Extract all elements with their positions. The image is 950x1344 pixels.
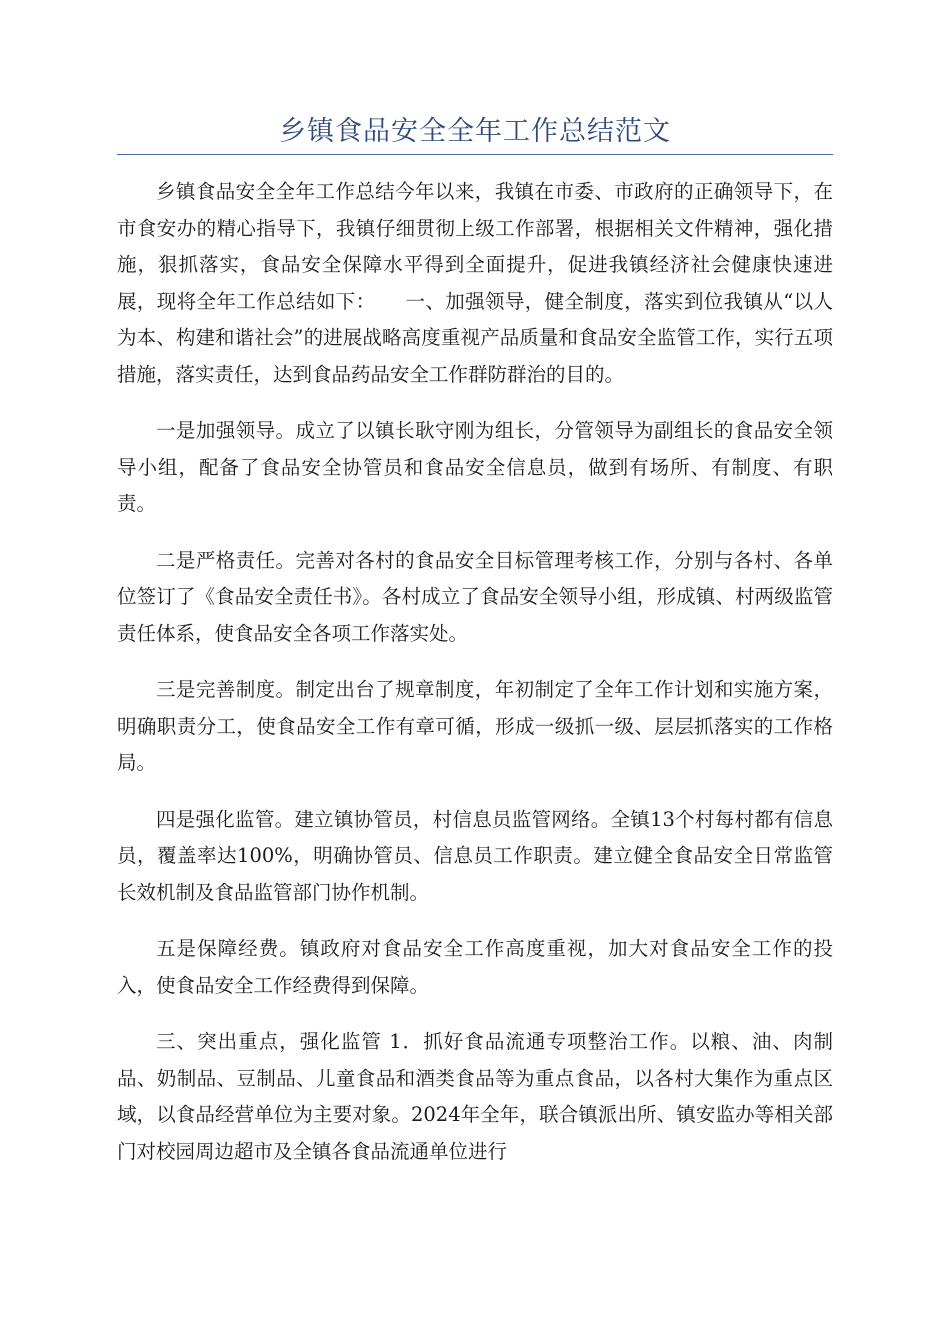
document-body [117,174,833,1190]
paragraph-supervision: 四是强化监管。建立镇协管员，村信息员监管网络。全镇13个村每村都有信息员，覆盖率达100%，明确协管员、信息员工作职责。建立健全食品安全日常监管长效机制及食品监管部门协作机制。 [117,807,833,904]
paragraph-leadership: 一是加强领导。成立了以镇长耿守刚为组长，分管领导为副组长的食品安全领导小组，配备了食品安全协管员和食品安全信息员，做到有场所、有制度、有职责。 [117,419,833,515]
paragraph-responsibility: 二是严格责任。完善对各村的食品安全目标管理考核工作，分别与各村、各单位签订了《食品安全责任书》。各村成立了食品安全领导小组，形成镇、村两级监管责任体系，使食品安全各项工作落实处。 [117,548,833,645]
document-title: 乡镇食品安全全年工作总结范文 [279,116,671,147]
paragraph-funding: 五是保障经费。镇政府对食品安全工作高度重视，加大对食品安全工作的投入，使食品安全工作经费得到保障。 [117,937,833,997]
title-underline [117,154,833,155]
paragraph-system: 三是完善制度。制定出台了规章制度，年初制定了全年工作计划和实施方案，明确职责分工，使食品安全工作有章可循，形成一级抓一级、层层抓落实的工作格局。 [117,678,833,774]
paragraph-key-focus: 三、突出重点，强化监管 1．抓好食品流通专项整治工作。以粮、油、肉制品、奶制品、豆制品、儿童食品和酒类食品等为重点食品，以各村大集作为重点区域，以食品经营单位为主要对象。2024年全年，联合镇派出所、镇安监办等相关部门对校园周边超市及全镇各食品流通单位进行 [117,1030,833,1163]
paragraph-intro: 乡镇食品安全全年工作总结今年以来，我镇在市委、市政府的正确领导下，在市食安办的精心指导下，我镇仔细贯彻上级工作部署，根据相关文件精神，强化措施，狠抓落实，食品安全保障水平得到全面提升，促进我镇经济社会健康快速进展，现将全年工作总结如下： 一、加强领导，健全制度，落实到位我镇从“以人为本、构建和谐社会”的进展战略高度重视产品质量和食品安全监管工作，实行五项措施，落实责任，达到食品药品安全工作群防群治的目的。 [117,180,833,386]
